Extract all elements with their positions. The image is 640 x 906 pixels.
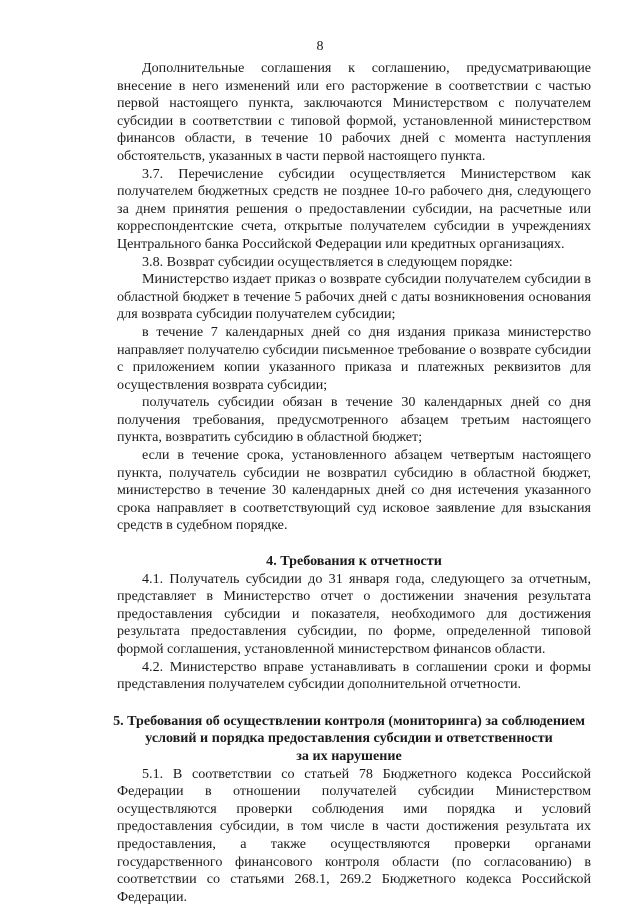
paragraph-3-8-court: если в течение срока, установленного абзацем четвертым настоящего пункта, получатель субсидии не возвратил субсидию в областной бюджет, министерство в течение 30 календарных дней со дня истечения указанного срока направляет в соответствующий суд исковое заявление для взыскания средств в судебном порядке. (117, 447, 591, 534)
section-5-heading-line-3: за их нарушение (296, 747, 402, 764)
paragraph-3-7: 3.7. Перечисление субсидии осуществляется Министерством как получателем бюджетных средств не позднее 10-го рабочего дня, следующего за днем принятия решения о предоставлении субсидии, на расчетные или корреспондентские счета, открытые получателем субсидии в учреждениях Центрального банка Российской Федерации или кредитных организациях. (117, 165, 591, 252)
paragraph-3-8-order: Министерство издает приказ о возврате субсидии получателем субсидии в областной бюджет в течение 5 рабочих дней с даты возникновения основания для возврата субсидии получателем субсидии; (117, 271, 591, 323)
section-4-heading: 4. Требования к отчетности (266, 553, 442, 570)
section-5-heading-line-1: 5. Требования об осуществлении контроля (мониторинга) за соблюдением (113, 712, 585, 729)
document-body (113, 60, 591, 906)
paragraph-3-8-return: получатель субсидии обязан в течение 30 календарных дней со дня получения требования, предусмотренного абзацем третьим настоящего пункта, возвратить субсидию в областной бюджет; (117, 394, 591, 446)
paragraph-3-8-notice: в течение 7 календарных дней со дня издания приказа министерство направляет получателю субсидии письменное требование о возврате субсидии с приложением копии указанного приказа и платежных реквизитов для осуществления возврата субсидии; (117, 323, 591, 393)
paragraph-4-1: 4.1. Получатель субсидии до 31 января года, следующего за отчетным, представляет в Министерство отчет о достижении значения результата предоставления субсидии и показателя, необходимого для достижения результата предоставления субсидии, по форме, определенной типовой формой соглашения, установленной министерством финансов области. (117, 570, 591, 657)
section-5-heading-line-2: условий и порядка предоставления субсидии и ответственности (145, 730, 553, 747)
paragraph-additional-agreements: Дополнительные соглашения к соглашению, предусматривающие внесение в него изменений или его расторжение в соответствии с частью первой настоящего пункта, заключаются Министерством с получателем субсидии в соответствии с типовой формой, установленной министерством финансов области, в течение 10 рабочих дней с момента наступления обстоятельств, указанных в части первой настоящего пункта. (117, 60, 591, 164)
paragraph-3-8: 3.8. Возврат субсидии осуществляется в следующем порядке: (142, 253, 513, 270)
paragraph-4-2: 4.2. Министерство вправе устанавливать в соглашении сроки и формы представления получателем субсидии дополнительной отчетности. (117, 658, 591, 693)
section-5-heading (87, 713, 611, 766)
page-number: 8 (316, 39, 324, 54)
paragraph-5-1: 5.1. В соответствии со статьей 78 Бюджетного кодекса Российской Федерации в отношении получателей субсидии Министерством осуществляются проверки соблюдения ими порядка и условий предоставления субсидии, в том числе в части достижения результата их предоставления, а также осуществляются проверки органами государственного финансового контроля области (по согласованию) в соответствии со статьями 268.1, 269.2 Бюджетного кодекса Российской Федерации. (117, 765, 591, 905)
